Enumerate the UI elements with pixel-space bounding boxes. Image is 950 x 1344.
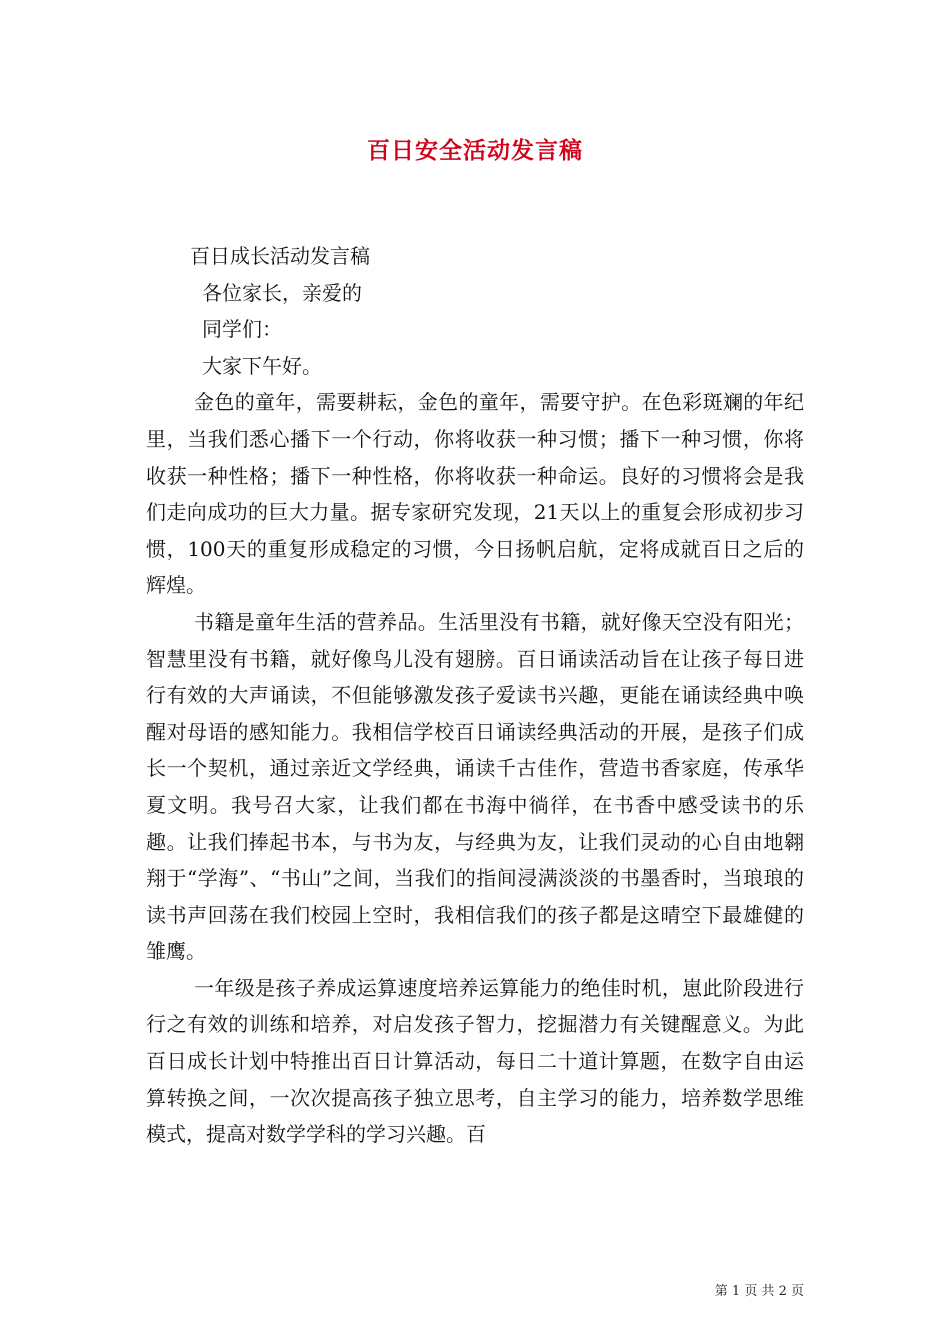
greeting-line-1: 各位家长，亲爱的: [202, 280, 362, 305]
paragraph-reading: 书籍是童年生活的营养品。生活里没有书籍，就好像天空没有阳光；智慧里没有书籍，就好像鸟儿没有翅膀。百日诵读活动旨在让孩子每日进行有效的大声诵读，不但能够激发孩子爱读书兴趣，更能在诵读经典中唤醒对母语的感知能力。我相信学校百日诵读经典活动的开展，是孩子们成长一个契机，通过亲近文学经典，诵读千古佳作，营造书香家庭，传承华夏文明。我号召大家，让我们都在书海中徜徉，在书香中感受读书的乐趣。让我们捧起书本，与书为友，与经典为友，让我们灵动的心自由地翱翔于“学海”、“书山”之间，当我们的指间浸满淡淡的书墨香时，当琅琅的读书声回荡在我们校园上空时，我相信我们的孩子都是这晴空下最雄健的雏鹰。: [146, 609, 804, 964]
greeting-line-3: 大家下午好。: [202, 353, 322, 378]
page-number-footer: 第 1 页 共 2 页: [714, 1284, 804, 1299]
paragraph-math: 一年级是孩子养成运算速度培养运算能力的绝佳时机，崽此阶段进行行之有效的训练和培养，对启发孩子智力，挖掘潜力有关键醒意义。为此百日成长计划中特推出百日计算活动，每日二十道计算题，在数字自由运算转换之间，一次次提高孩子独立思考，自主学习的能力，培养数学思维模式，提高对数学学科的学习兴趣。百: [146, 975, 804, 1147]
greeting-line-2: 同学们：: [202, 317, 282, 342]
paragraph-habits: 金色的童年，需要耕耘，金色的童年，需要守护。在色彩斑斓的年纪里，当我们悉心播下一个行动，你将收获一种习惯；播下一种习惯，你将收获一种性格；播下一种性格，你将收获一种命运。良好的习惯将会是我们走向成功的巨大力量。据专家研究发现，21天以上的重复会形成初步习惯，100天的重复形成稳定的习惯，今日扬帆启航，定将成就百日之后的辉煌。: [146, 390, 804, 598]
document-body: [146, 238, 804, 1153]
document-subtitle: 百日成长活动发言稿: [190, 244, 370, 268]
document-title: 百日安全活动发言稿: [367, 137, 583, 164]
